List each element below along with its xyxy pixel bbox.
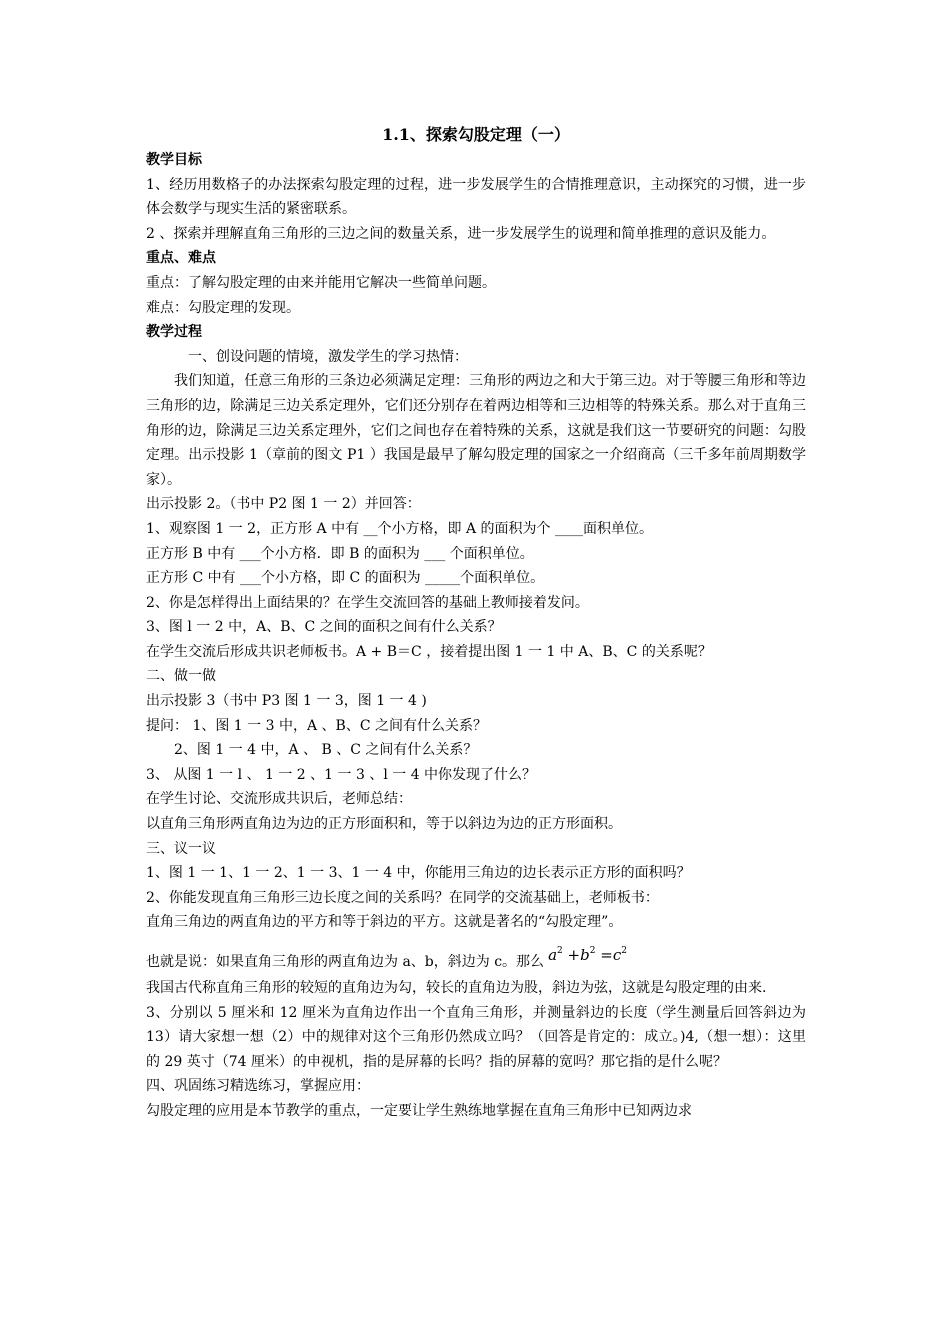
- body-text-after: [146, 976, 806, 1124]
- formula-c: c: [612, 946, 622, 964]
- text-line: 重点：了解勾股定理的由来并能用它解决一些简单问题。: [146, 274, 496, 291]
- section-heading: 教学目标: [146, 152, 202, 168]
- text-line: 3、 从图 1 一 l 、 1 一 2 、1 一 3 、l 一 4 中你发现了什么？: [146, 766, 537, 783]
- text-line: 二、做一做: [146, 668, 216, 685]
- text-line: 1、经历用数格子的办法探索勾股定理的过程，进一步发展学生的合情推理意识，主动探究的习惯，进一步体会数学与现实生活的紧密联系。: [146, 176, 806, 218]
- text-line: 3、图 l 一 2 中，A、B、C 之间的面积之间有什么关系？: [146, 619, 502, 636]
- text-line: 一、创设问题的情境，激发学生的学习热情：: [188, 348, 468, 365]
- section-heading: 重点、难点: [146, 250, 216, 267]
- formula-plus: +: [567, 946, 581, 964]
- text-line: 1、观察图 1 一 2，正方形 A 中有 __个小方格，即 A 的面积为个 ____面积单位。: [146, 520, 653, 537]
- text-line: 2 、探索并理解直角三角形的三边之间的数量关系，进一步发展学生的说理和简单推理的意识及能力。: [146, 225, 776, 242]
- text-line: 三、议一议: [146, 840, 216, 857]
- text-line: 正方形 C 中有 ___个小方格，即 C 的面积为 _____个面积单位。: [146, 570, 545, 587]
- formula-paragraph: [146, 943, 806, 976]
- text-line: 2、图 1 一 4 中，A 、 B 、C 之间有什么关系？: [174, 742, 478, 759]
- formula-intro: 也就是说：如果直角三角形的两直角边为 a、b，斜边为 c。那么: [146, 954, 545, 970]
- text-line: 1、图 1 一 1、1 一 2、1 一 3、1 一 4 中，你能用三角边的边长表示正方形的面积吗？: [146, 865, 691, 882]
- formula-exp-b: 2: [589, 946, 596, 956]
- text-line: 2、你能发现直角三角形三边长度之间的关系吗？在同学的交流基础上，老师板书：: [146, 889, 659, 906]
- pythagorean-formula: [548, 946, 627, 964]
- text-line: 出示投影 2。（书中 P2 图 1 一 2）并回答：: [146, 496, 421, 513]
- text-line: 在学生讨论、交流形成共识后，老师总结：: [146, 791, 412, 808]
- body-text-before: [146, 148, 806, 935]
- text-line: 我国古代称直角三角形的较短的直角边为勾，较长的直角边为股，斜边为弦，这就是勾股定理的由来.: [146, 980, 767, 996]
- text-line: 我们知道，任意三角形的三条边必须满足定理：三角形的两边之和大于第三边。对于等腰三角形和等边三角形的边，除满足三边关系定理外，它们还分别存在着两边相等和三边相等的特殊关系。那么对于直角三角形的边，除满足三边关系定理外，它们之间也存在着特殊的关系，这就是我们这一节要研究的问题：勾股定理。出示投影 1（章前的图文 P1 ）我国是最早了解勾股定理的国家之一介绍商高（三千多年前周期数学家）。: [146, 373, 806, 488]
- text-line: 在学生交流后形成共识老师板书。A + B＝C ，接着提出图 1 一 1 中 A、B、C 的关系呢？: [146, 643, 712, 660]
- formula-exp-c: 2: [621, 946, 627, 956]
- section-heading: 教学过程: [146, 324, 202, 341]
- page-title: 1.1、探索勾股定理（一）: [382, 125, 570, 144]
- text-line: 正方形 B 中有 ___个小方格．即 B 的面积为 ___ 个面积单位。: [146, 545, 534, 562]
- text-line: 2、你是怎样得出上面结果的？在学生交流回答的基础上教师接着发问。: [146, 594, 589, 611]
- text-line: 四、巩固练习精选练习，掌握应用：: [146, 1078, 370, 1095]
- text-line: 以直角三角形两直角边为边的正方形面积和，等于以斜边为边的正方形面积。: [146, 816, 622, 833]
- text-line: 直角三角边的两直角边的平方和等于斜边的平方。这就是著名的“勾股定理”。: [146, 914, 623, 931]
- text-line: 提问： 1、图 1 一 3 中，A 、B、C 之间有什么关系？: [146, 717, 487, 734]
- text-line: 出示投影 3（书中 P3 图 1 一 3，图 1 一 4 ): [146, 693, 427, 710]
- formula-exp-a: 2: [557, 946, 563, 956]
- formula-a: a: [548, 946, 558, 964]
- formula-b: b: [580, 946, 590, 964]
- text-line: 3、分别以 5 厘米和 12 厘米为直角边作出一个直角三角形，并测量斜边的长度（学生测量后回答斜边为 13）请大家想一想（2）中的规律对这个三角形仍然成立吗？（回答是肯定的：成立。)4,（想一想）：这里的 29 英寸（74 厘米）的申视机，指的是屏幕的长吗？指的屏幕的宽吗？那它指的是什么呢？: [146, 1004, 806, 1070]
- text-line: 勾股定理的应用是本节教学的重点，一定要让学生熟练地掌握在直角三角形中已知两边求: [146, 1102, 692, 1119]
- formula-equals: =: [600, 946, 613, 964]
- text-line: 难点：勾股定理的发现。: [146, 299, 300, 316]
